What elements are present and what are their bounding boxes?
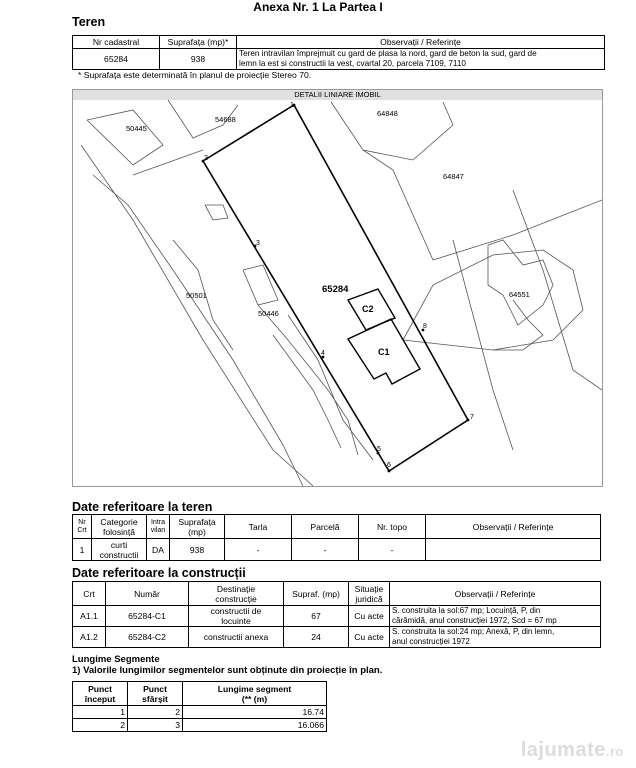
- col-suprafata-l1: Suprafața: [178, 516, 216, 527]
- watermark-brand: lajumate: [520, 739, 606, 761]
- cell-inceput: 2: [73, 719, 128, 732]
- col-suprafata-l2: (mp): [188, 526, 206, 537]
- cell-supraf: 67: [284, 606, 349, 627]
- cell-numar: 65284-C1: [106, 606, 189, 627]
- cell-observatii: [426, 539, 601, 561]
- cell-lungime: 16.74: [183, 706, 327, 719]
- parcel-boundary: [488, 240, 553, 325]
- document-title: Anexa Nr. 1 La Partea I: [253, 0, 383, 14]
- table-row: [73, 539, 601, 561]
- col-observatii-constructii: Observații / Referințe: [390, 582, 601, 606]
- point-label-5: 5: [377, 446, 381, 453]
- col-categorie: [92, 515, 147, 539]
- col-sfarsit-l2: sfârșit: [142, 693, 168, 704]
- col-punct-sfarsit: [128, 682, 183, 706]
- cell-categorie-l1: curti: [110, 539, 128, 550]
- nr-cadastral-value: 65284: [73, 49, 160, 70]
- point-label-7: 7: [470, 414, 474, 421]
- point-label-4: 4: [321, 350, 325, 357]
- parcel-label-64847: 64847: [443, 172, 464, 181]
- observatii-value: [237, 49, 605, 70]
- cell-destinatie: [189, 627, 284, 648]
- cell-observatii-l2: cărămidă, anul construcției 1972, Scd = 67 mp: [392, 616, 557, 625]
- table-row: [73, 719, 327, 732]
- col-sfarsit-l1: Punct: [143, 683, 167, 694]
- cell-destinatie: [189, 606, 284, 627]
- point-7-marker: [467, 419, 470, 422]
- segmente-table: [72, 681, 327, 732]
- col-situatie: [349, 582, 390, 606]
- cell-situatie: Cu acte: [349, 606, 390, 627]
- teren-table: [72, 35, 605, 70]
- cell-sfarsit: 2: [128, 706, 183, 719]
- parcel-boundary: [258, 305, 358, 455]
- col-nr-crt-l1: Nr: [78, 518, 86, 526]
- col-tarla: Tarla: [225, 515, 292, 539]
- parcel-label-65284: 65284: [322, 284, 349, 295]
- parcel-boundary: [93, 175, 303, 486]
- plan-drawing: [72, 89, 603, 487]
- cell-observatii: [390, 606, 601, 627]
- watermark-suffix: .ro: [605, 744, 624, 759]
- col-lungime-l2: (** (m): [241, 693, 268, 704]
- cell-categorie: [92, 539, 147, 561]
- table-row: [73, 627, 601, 648]
- cell-observatii-l1: S. construita la sol:24 mp; Anexă, P, din lemn,: [392, 627, 555, 636]
- col-observatii: Observații / Referințe: [237, 36, 605, 49]
- col-situatie-l1: Situație: [354, 583, 384, 594]
- table-row: [73, 606, 601, 627]
- plan-header: DETALII LINIARE IMOBIL: [73, 90, 602, 100]
- col-categorie-l2: folosință: [102, 526, 135, 537]
- col-situatie-l2: juridică: [355, 593, 383, 604]
- col-punct-inceput: [73, 682, 128, 706]
- parcel-boundary: [453, 240, 513, 450]
- suprafata-footnote: * Suprafața este determinată în planul de proiecție Stereo 70.: [78, 70, 312, 80]
- col-observatii-teren: Observații / Referințe: [426, 515, 601, 539]
- cell-observatii-l1: S. construita la sol:67 mp; Locuință, P, din: [392, 606, 541, 615]
- point-label-8: 8: [423, 323, 427, 330]
- cell-destinatie-l1: constructii de: [210, 606, 262, 616]
- parcel-boundary: [205, 205, 228, 220]
- watermark-logo: [521, 739, 624, 762]
- cell-categorie-l2: constructii: [99, 549, 139, 560]
- segmente-subheading: 1) Valorile lungimilor segmentelor sunt obținute din proiecție în plan.: [72, 665, 383, 676]
- cell-supraf: 24: [284, 627, 349, 648]
- table-row: [73, 706, 327, 719]
- col-crt: Crt: [73, 582, 106, 606]
- parcel-boundary: [433, 200, 602, 260]
- cell-suprafata: 938: [170, 539, 225, 561]
- parcel-label-54688: 54688: [215, 115, 236, 124]
- cell-lungime: 16.066: [183, 719, 327, 732]
- cell-destinatie-l1: constructii anexa: [203, 632, 269, 642]
- date-teren-heading: Date referitoare la teren: [72, 500, 213, 514]
- col-inceput-l2: început: [84, 693, 116, 704]
- col-suprafata: Suprafața (mp)*: [160, 36, 237, 49]
- cell-tarla: -: [225, 539, 292, 561]
- col-categorie-l1: Categorie: [100, 516, 138, 527]
- parcel-boundary: [363, 150, 433, 260]
- col-suprafata-mp: [170, 515, 225, 539]
- building-label-c2: C2: [362, 304, 374, 314]
- col-supraf: Supraf. (mp): [284, 582, 349, 606]
- parcel-label-50445: 50445: [126, 124, 147, 133]
- teren-heading: Teren: [72, 15, 106, 29]
- cell-nr-topo: -: [359, 539, 426, 561]
- cell-situatie: Cu acte: [349, 627, 390, 648]
- cell-parcela: -: [292, 539, 359, 561]
- date-teren-table: [72, 514, 601, 561]
- cell-observatii: [390, 627, 601, 648]
- parcel-label-50501: 50501: [186, 291, 207, 300]
- col-nr-crt: [73, 515, 92, 539]
- date-constructii-table: [72, 581, 601, 648]
- point-label-6: 6: [387, 462, 391, 469]
- col-nr-crt-l2: Crt: [77, 526, 87, 534]
- parcel-label-64848: 64848: [377, 109, 398, 118]
- point-label-1: 1: [290, 102, 294, 109]
- suprafata-value: 938: [160, 49, 237, 70]
- cell-intravilan: DA: [147, 539, 170, 561]
- parcel-label-64551: 64551: [509, 290, 530, 299]
- point-label-2: 2: [204, 155, 208, 162]
- date-constructii-heading: Date referitoare la construcții: [72, 566, 246, 580]
- cell-crt: A1.2: [73, 627, 106, 648]
- cell-inceput: 1: [73, 706, 128, 719]
- point-label-3: 3: [256, 240, 260, 247]
- parcel-boundary: [87, 110, 163, 165]
- col-destinatie-l1: Destinație: [216, 583, 256, 594]
- parcel-boundary: [403, 250, 583, 350]
- point-6-marker: [388, 470, 391, 473]
- col-destinatie-l2: construcție: [215, 593, 257, 604]
- observatii-line-1: Teren intravilan împrejmuit cu gard de plasa la nord, gard de beton la sud, gard de: [239, 49, 537, 58]
- col-lungime: [183, 682, 327, 706]
- parcel-boundary: [133, 150, 203, 175]
- col-lungime-l1: Lungime segment: [217, 683, 292, 694]
- col-intravilan-l1: Intra: [150, 518, 165, 526]
- cell-numar: 65284-C2: [106, 627, 189, 648]
- building-label-c1: C1: [378, 347, 390, 357]
- col-destinatie: [189, 582, 284, 606]
- parcel-label-50446: 50446: [258, 309, 279, 318]
- col-intravilan: [147, 515, 170, 539]
- parcel-boundary: [288, 315, 373, 460]
- col-nr-cadastral: Nr cadastral: [73, 36, 160, 49]
- col-nr-topo: Nr. topo: [359, 515, 426, 539]
- cell-sfarsit: 3: [128, 719, 183, 732]
- col-parcela: Parcelă: [292, 515, 359, 539]
- parcel-boundary: [243, 265, 278, 305]
- segmente-heading: Lungime Segmente: [72, 654, 160, 665]
- col-intravilan-l2: vilan: [150, 526, 166, 534]
- cell-crt: A1.1: [73, 606, 106, 627]
- col-inceput-l1: Punct: [88, 683, 112, 694]
- cell-observatii-l2: anul construcției 1972: [392, 637, 470, 646]
- observatii-line-2: lemn la est si constructii la vest, cvartal 20, parcela 7109, 7110: [239, 59, 466, 68]
- cell-destinatie-l2: locuinte: [221, 616, 251, 626]
- col-numar: Număr: [106, 582, 189, 606]
- cell-nr: 1: [73, 539, 92, 561]
